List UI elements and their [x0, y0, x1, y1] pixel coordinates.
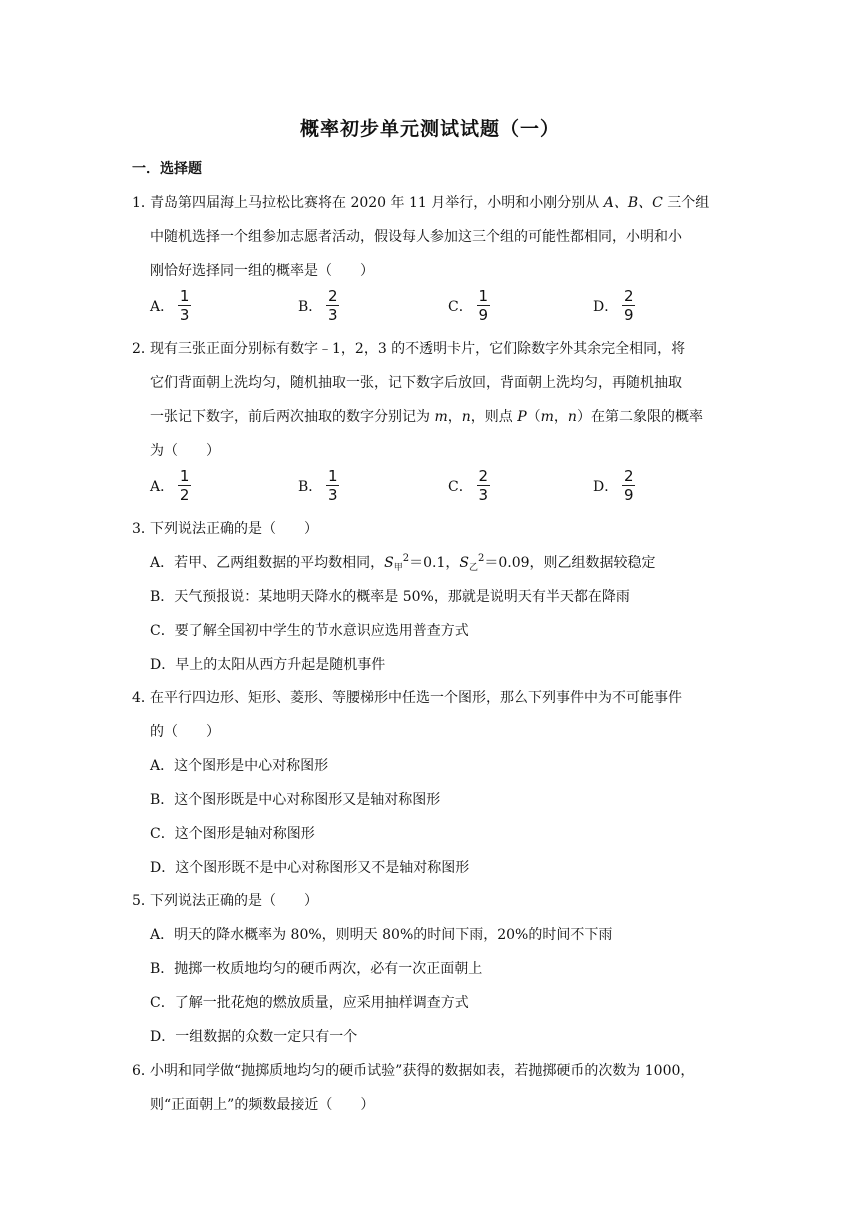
question-4-line-1: 在平行四边形、矩形、菱形、等腰梯形中任选一个图形，那么下列事件中为不可能事件 [150, 690, 682, 706]
question-4-option-d: D．这个图形既不是中心对称图形又不是轴对称图形 [150, 860, 470, 876]
question-4-line-2: 的（ ） [150, 724, 220, 740]
question-3-option-a: A．若甲、乙两组数据的平均数相同，$S_甲^2=0.1$，$S_乙^2=0.09$，则乙组数据较稳定 [150, 553, 656, 573]
question-5-option-b: B．抛掷一枚质地均匀的硬币两次，必有一次正面朝上 [150, 961, 483, 977]
question-3-stem: 下列说法正确的是（ ） [150, 521, 318, 537]
question-3-option-c: C．要了解全国初中学生的节水意识应选用普查方式 [150, 623, 469, 639]
page-title: 概率初步单元测试试题（一） [299, 118, 560, 140]
question-5-option-c: C．了解一批花炮的燃放质量，应采用抽样调查方式 [150, 995, 469, 1011]
question-2-line-2: 它们背面朝上洗均匀，随机抽取一张，记下数字后放回，背面朝上洗均匀，再随机抽取 [150, 375, 682, 391]
question-2-line-4: 为（ ） [150, 443, 220, 459]
question-1-option-d: D． $\frac{2}{9}$ [593, 287, 634, 324]
question-2-number: 2． [132, 341, 155, 357]
question-2-option-d: D． $\frac{2}{9}$ [593, 467, 634, 504]
question-1-option-c: C． $\frac{1}{9}$ [448, 287, 488, 324]
question-2-line-3: 一张记下数字，前后两次抽取的数字分别记为 m，n，则点 P（m，n）在第二象限的概率 [150, 409, 703, 425]
question-1-line-1: 青岛第四届海上马拉松比赛将在 2020 年 11 月举行，小明和小刚分别从 A、B、C 三个组 [150, 195, 710, 211]
question-4-option-c: C．这个图形是轴对称图形 [150, 826, 315, 842]
question-2-line-1: 现有三张正面分别标有数字﹣1，2，3 的不透明卡片，它们除数字外其余完全相同，将 [150, 341, 686, 357]
question-6-number: 6． [132, 1063, 155, 1079]
question-4-number: 4． [132, 690, 155, 706]
question-5-option-a: A．明天的降水概率为 80%，则明天 80%的时间下雨，20%的时间不下雨 [150, 927, 613, 943]
question-1-number: 1． [132, 195, 155, 211]
question-5-stem: 下列说法正确的是（ ） [150, 893, 318, 909]
question-2-option-c: C． $\frac{2}{3}$ [448, 467, 488, 504]
question-4-option-b: B．这个图形既是中心对称图形又是轴对称图形 [150, 792, 441, 808]
question-2-option-a: A． $\frac{1}{2}$ [150, 467, 190, 504]
question-1-line-2: 中随机选择一个组参加志愿者活动，假设每人参加这三个组的可能性都相同，小明和小 [150, 229, 682, 245]
question-3-option-b: B．天气预报说：某地明天降水的概率是 50%，那就是说明天有半天都在降雨 [150, 589, 630, 605]
question-5-number: 5． [132, 893, 155, 909]
question-4-option-a: A．这个图形是中心对称图形 [150, 758, 329, 774]
question-1-option-b: B． $\frac{2}{3}$ [298, 287, 338, 324]
question-3-number: 3． [132, 521, 155, 537]
question-2-option-b: B． $\frac{1}{3}$ [298, 467, 338, 504]
question-6-line-1: 小明和同学做“抛掷质地均匀的硬币试验”获得的数据如表，若抛掷硬币的次数为 1000， [150, 1063, 695, 1079]
section-heading: 一．选择题 [132, 161, 202, 177]
question-1-option-a: A． $\frac{1}{3}$ [150, 287, 190, 324]
question-5-option-d: D．一组数据的众数一定只有一个 [150, 1029, 358, 1045]
question-1-line-3: 刚恰好选择同一组的概率是（ ） [150, 263, 374, 279]
question-6-line-2: 则“正面朝上”的频数最接近（ ） [150, 1097, 375, 1113]
question-3-option-d: D．早上的太阳从西方升起是随机事件 [150, 657, 386, 673]
